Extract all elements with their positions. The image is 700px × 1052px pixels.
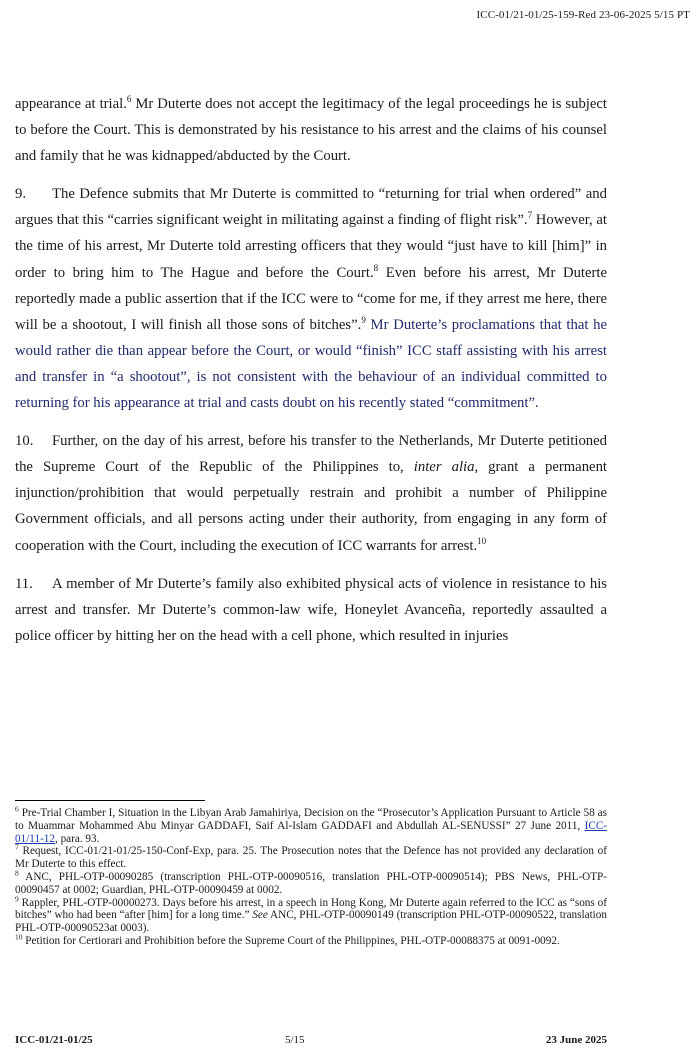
- footnote-separator: [15, 800, 205, 801]
- footnote-text: ANC, PHL-OTP-00090285 (transcription PHL-OTP-00090516, translation PHL-OTP-00090514); PBS News, PHL-OTP-00090457 at 0002; Guardian, PHL-OTP-00090459 at 0002.: [15, 870, 607, 896]
- footnote-8: [15, 868, 607, 897]
- footnote-ref: 9: [361, 314, 366, 325]
- paragraph-11: [15, 571, 607, 649]
- footer-case-number: ICC-01/21-01/25: [15, 1034, 93, 1046]
- footnotes: [15, 804, 607, 948]
- paragraph-text: Further, on the day of his arrest, before his transfer to the Netherlands, Mr Duterte petitioned the Supreme Court of the Republic of the Philippines to,: [15, 433, 607, 476]
- footer-page-number: 5/15: [285, 1034, 305, 1046]
- footnote-ref: 8: [373, 262, 379, 273]
- paragraph-continuation: [15, 91, 607, 169]
- footnote-text: Request, ICC-01/21-01/25-150-Conf-Exp, para. 25. The Prosecution notes that the Defence has not provided any declaration of Mr Duterte to this effect.: [15, 845, 607, 871]
- paragraph-10: [15, 428, 607, 558]
- footnote-ref: 7: [527, 210, 533, 221]
- footnote-number: 7: [15, 842, 19, 852]
- footnote-6: [15, 804, 607, 845]
- paragraph-number: 11.: [15, 575, 33, 592]
- footer-date: 23 June 2025: [545, 1034, 607, 1046]
- icc-document-link[interactable]: ICC-01/11-12: [15, 819, 607, 845]
- paragraph-9: [15, 181, 607, 416]
- paragraph-number: 10.: [15, 433, 34, 450]
- italic-phrase: inter alia: [413, 459, 475, 476]
- paragraph-text: The Defence submits that Mr Duterte is committed to “returning for trial when ordered” and argues that this “carries significant weight in militating against a finding of flight risk”.: [15, 186, 607, 229]
- footnote-text: ANC, PHL-OTP-00090149 (transcription PHL-OTP-00090522, translation PHL-OTP-00090523at 0003).: [15, 909, 607, 935]
- paragraph-text: However, at the time of his arrest, Mr Duterte told arresting officers that they would “just have to kill [him]” in order to bring him to The Hague and before the Court.: [15, 212, 607, 281]
- paragraph-number: 9.: [15, 186, 27, 203]
- paragraph-text: , grant a permanent injunction/prohibition that would perpetually restrain and prohibit a number of Philippine Government officials, and all persons acting under their authority, from engaging in any form of cooperation with the Court, including the execution of ICC warrants for arrest.: [15, 459, 607, 554]
- footnote-text: Petition for Certiorari and Prohibition before the Supreme Court of the Philippines, PHL-OTP-00088375 at 0091-0092.: [22, 934, 560, 947]
- document-header-reference: ICC-01/21-01/25-159-Red 23-06-2025 5/15 PT: [476, 9, 690, 21]
- footnote-number: 6: [15, 804, 19, 814]
- paragraph-text: Even before his arrest, Mr Duterte reportedly made a public assertion that if the ICC were to “come for me, if they arrest me here, there will be a shootout, I will finish all those sons of bitches”.: [15, 264, 607, 333]
- footnote-7: [15, 842, 607, 871]
- footnote-number: 9: [15, 893, 19, 903]
- footnote-number: 10: [15, 932, 23, 942]
- document-body: [15, 91, 607, 661]
- footnote-text: , para. 93.: [54, 832, 100, 845]
- footnote-ref: 6: [126, 94, 132, 105]
- footnote-number: 8: [15, 868, 19, 878]
- paragraph-text: A member of Mr Duterte’s family also exhibited physical acts of violence in resistance to his arrest and transfer. Mr Duterte’s common-law wife, Honeylet Avanceña, reportedly assaulted a police officer by hitting her on the head with a cell phone, which resulted in injuries: [15, 575, 607, 644]
- footnote-10: [15, 932, 607, 948]
- footnote-text: Rappler, PHL-OTP-00000273. Days before his arrest, in a speech in Hong Kong, Mr Duterte again referred to the ICC as “sons of bitches” who had been “after [him] for a long time.”: [15, 896, 607, 922]
- italic-phrase: See: [252, 909, 268, 922]
- paragraph-text-highlighted: Mr Duterte’s proclamations that that he would rather die than appear before the Court, or would “finish” ICC staff assisting with his arrest and transfer in “a shootout”, is not consistent with the behaviour of an individual committed to returning for his appearance at trial and casts doubt on his recently stated “commitment”.: [15, 316, 608, 412]
- footnote-text: Pre-Trial Chamber I, Situation in the Libyan Arab Jamahiriya, Decision on the “Prosecutor’s Application Pursuant to Article 58 as to Muammar Mohammed Abu Minyar GADDAFI, Saif Al-Islam GADDAFI and Abdullah AL-SENUSSI” 27 June 2011,: [15, 807, 607, 832]
- paragraph-text: Mr Duterte does not accept the legitimacy of the legal proceedings he is subject to before the Court. This is demonstrated by his resistance to his arrest and the claims of his counsel and family that he was kidnapped/abducted by the Court.: [15, 96, 607, 165]
- footnote-9: [15, 893, 607, 935]
- paragraph-text: appearance at trial.: [15, 96, 127, 112]
- footnote-ref: 10: [477, 535, 487, 546]
